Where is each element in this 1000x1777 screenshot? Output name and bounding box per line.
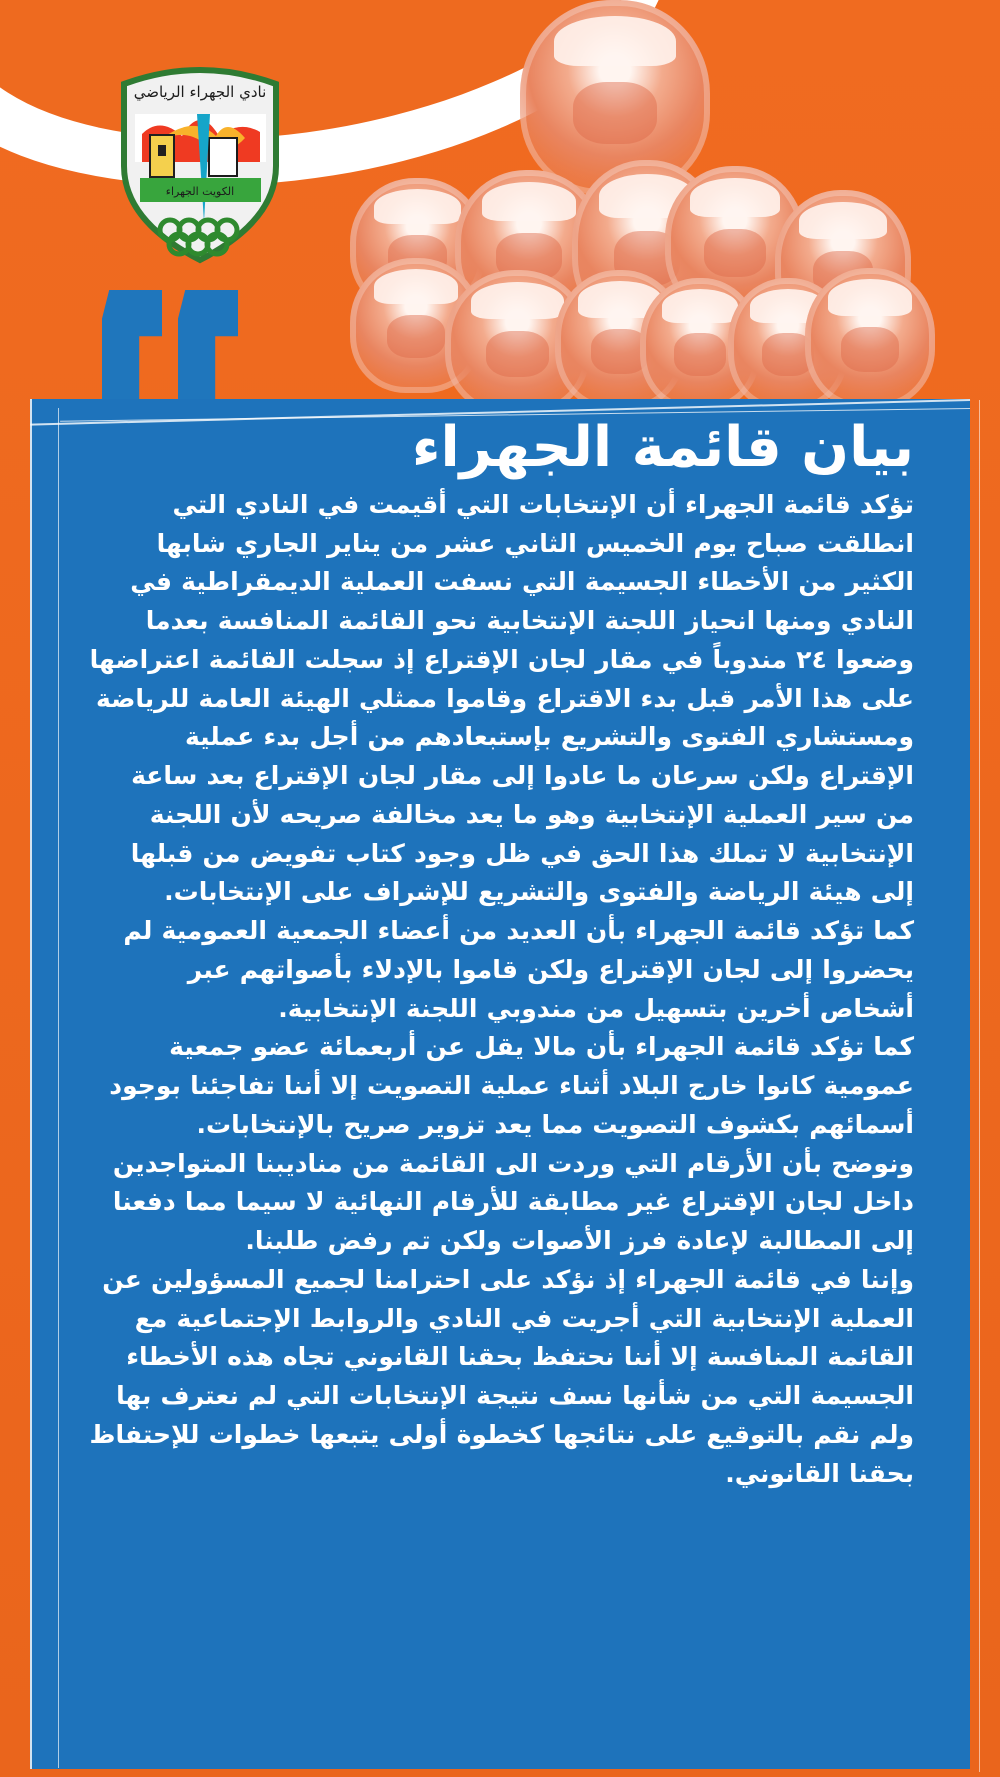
statement-paragraph-1: تؤكد قائمة الجهراء أن الإنتخابات التي أقيمت في النادي التي انطلقت صباح يوم الخميس الثاني عشر من يناير الجاري شابها الكثير من الأخطاء الجسيمة التي نسفت العملية الديمقراطية في النادي ومنها انحياز اللجنة الإنتخابية نحو القائمة المنافسة بعدما وضعوا ٢٤ مندوباً في مقار لجان الإقتراع إذ سجلت القائمة اعتراضها على هذا الأمر قبل بدء الاقتراع وقاموا ممثلي الهيئة العامة للرياضة ومستشاري الفتوى والتشريع بإستبعادهم من أجل بدء عملية الإقتراع ولكن سرعان ما عادوا إلى مقار لجان الإقتراع بعد ساعة من سير العملية الإنتخابية وهو ما يعد مخالفة صريحه لأن اللجنة الإنتخابية لا تملك هذا الحق في ظل وجود كتاب تفويض من قبلها إلى هيئة الرياضة والفتوى والتشريع للإشراف على الإنتخابات. <box>89 489 914 907</box>
statement-paragraph-2: كما تؤكد قائمة الجهراء بأن العديد من أعضاء الجمعية العمومية لم يحضروا إلى لجان الإقتراع ولكن قاموا بالإدلاء بأصواتهم عبر أشخاص أخرين بتسهيل من مندوبي اللجنة الإنتخابية. <box>123 916 914 1023</box>
building-icon <box>209 138 237 176</box>
panel-left-line <box>58 408 59 1768</box>
statement-paragraph-5: وإننا في قائمة الجهراء إذ نؤكد على احترامنا لجميع المسؤولين عن العملية الإنتخابية التي أجريت في النادي والروابط الإجتماعية مع القائمة المنافسة إلا أننا نحتفظ بحقنا القانوني تجاه هذه الأخطاء الجسيمة التي من شأنها نسف نتيجة الإنتخابات التي لم نعترف بها ولم نقم بالتوقيع على نتائجها كخطوة أولى يتبعها خطوات للإحتفاظ بحقنا القانوني. <box>89 1264 914 1488</box>
quote-mark-right <box>178 290 238 400</box>
statement-paragraph-3: كما تؤكد قائمة الجهراء بأن مالا يقل عن أربعمائة عضو جمعية عمومية كانوا خارج البلاد أثناء عملية التصويت إلا أننا تفاجئنا بوجود أسمائهم بكشوف التصويت مما يعد تزوير صريح بالإنتخابات. <box>109 1032 914 1139</box>
club-crest-icon <box>108 58 293 268</box>
panel-right-line <box>979 400 980 1772</box>
quote-mark-left <box>102 290 162 400</box>
statement-paragraph-4: ونوضح بأن الأرقام التي وردت الى القائمة من مناديبنا المتواجدين داخل لجان الإقتراع غير مطابقة للأرقام النهائية لا سيما مما دفعنا إلى المطالبة لإعادة فرز الأصوات ولكن تم رفض طلبنا. <box>112 1148 914 1256</box>
club-crest-icon <box>108 58 293 268</box>
member-photo-collage <box>350 0 975 410</box>
statement-panel <box>30 399 970 1769</box>
photo-12 <box>805 268 935 408</box>
tower-window-icon <box>158 145 166 156</box>
crest-bottom-text: الكويت الجهراء <box>165 185 235 198</box>
quote-mark-icon <box>102 290 242 410</box>
crest-top-text: نادي الجهراء الرياضي <box>133 83 267 101</box>
statement-title: بيان قائمة الجهراء <box>411 415 914 480</box>
statement-content <box>88 415 914 1751</box>
